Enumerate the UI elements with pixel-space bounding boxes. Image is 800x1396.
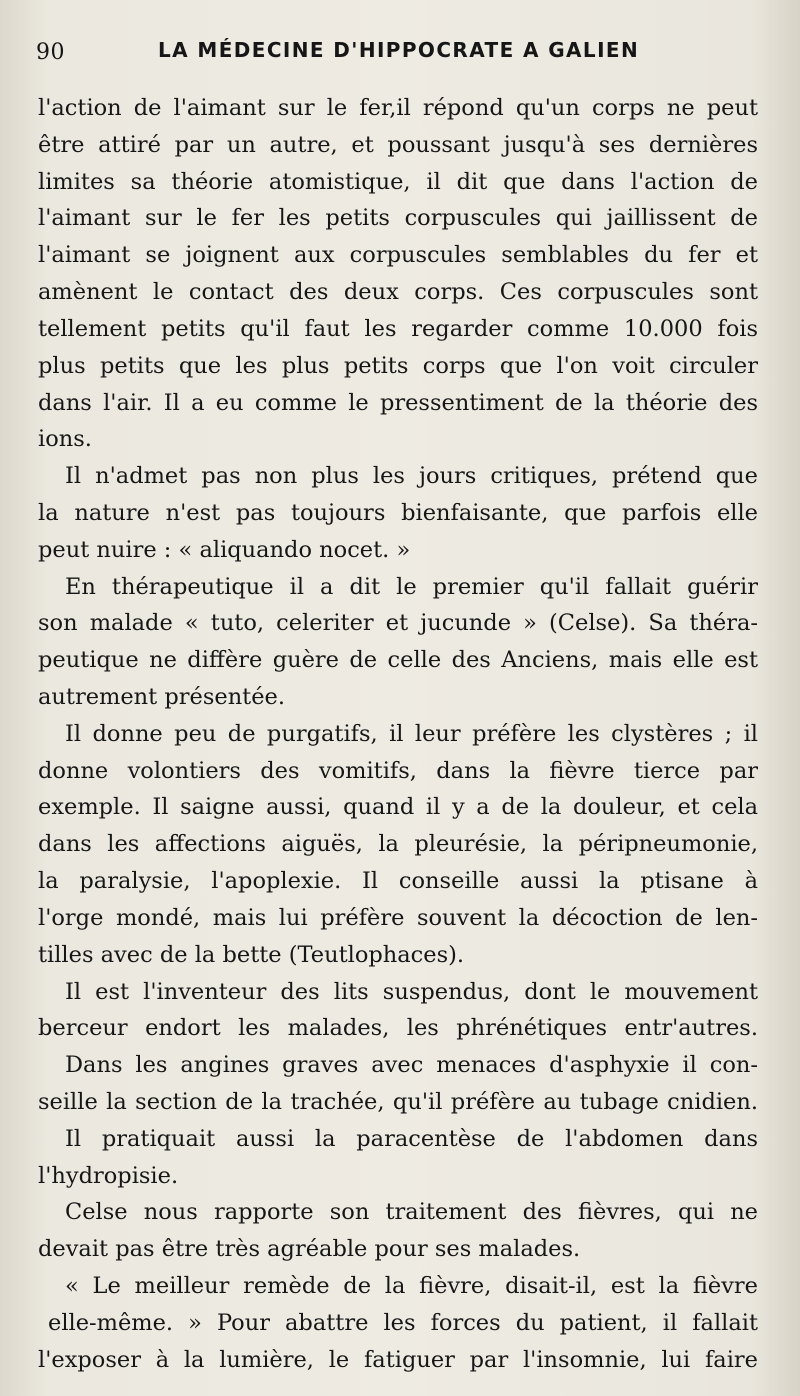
text-line: peutique ne diffère guère de celle des Anciens, mais elle est — [38, 647, 758, 674]
text-line: l'aimant se joignent aux corpuscules semblables du fer et — [38, 242, 758, 269]
text-line: l'aimant sur le fer les petits corpuscules qui jaillissent de — [38, 205, 758, 232]
text-line: tellement petits qu'il faut les regarder comme 10.000 fois — [38, 315, 758, 342]
text-line: l'action de l'aimant sur le fer,il répond qu'un corps ne peut — [38, 95, 758, 121]
text-line: Il pratiquait aussi la paracentèse de l'abdomen dans — [65, 1125, 758, 1152]
text-line: la paralysie, l'apoplexie. Il conseille aussi la ptisane à — [38, 868, 758, 895]
text-line: donne volontiers des vomitifs, dans la fièvre tierce par — [38, 757, 758, 784]
text-line: plus petits que les plus petits corps que l'on voit circuler — [38, 352, 758, 379]
page-header — [36, 36, 756, 66]
text-line: Il donne peu de purgatifs, il leur préfère les clystères ; il — [65, 720, 758, 747]
text-line: l'orge mondé, mais lui préfère souvent la décoction de len- — [38, 904, 758, 931]
text-line: elle-même. » Pour abattre les forces du patient, il fallait — [48, 1309, 758, 1336]
body-text — [38, 90, 758, 1378]
text-line: exemple. Il saigne aussi, quand il y a de la douleur, et cela — [38, 794, 758, 821]
text-line: Dans les angines graves avec menaces d'asphyxie il con- — [65, 1052, 758, 1079]
text-line: devait pas être très agréable pour ses malades. — [38, 1236, 581, 1263]
text-line: son malade « tuto, celeriter et jucunde » (Celse). Sa théra- — [38, 610, 758, 637]
text-line: peut nuire : « aliquando nocet. » — [38, 536, 411, 563]
text-line: dans les affections aiguës, la pleurésie, la péripneumonie, — [38, 831, 758, 858]
text-line: l'hydropisie. — [38, 1162, 179, 1189]
text-line: seille la section de la trachée, qu'il préfère au tubage cnidien. — [38, 1088, 758, 1115]
text-line: En thérapeutique il a dit le premier qu'il fallait guérir — [65, 573, 758, 600]
text-line: « Le meilleur remède de la fièvre, disait-il, est la fièvre — [65, 1273, 758, 1299]
page-number: 90 — [36, 40, 65, 65]
text-line: limites sa théorie atomistique, il dit que dans l'action de — [38, 168, 758, 195]
text-line: Il n'admet pas non plus les jours critiques, prétend que — [65, 463, 758, 490]
text-line: Celse nous rapporte son traitement des fièvres, qui ne — [65, 1199, 758, 1226]
text-line: ions. — [38, 426, 92, 453]
text-line: la nature n'est pas toujours bienfaisante, que parfois elle — [38, 499, 758, 526]
text-line: l'exposer à la lumière, le fatiguer par l'insomnie, lui faire — [38, 1346, 758, 1373]
text-line: Il est l'inventeur des lits suspendus, dont le mouvement — [65, 978, 758, 1005]
running-title: LA MÉDECINE D'HIPPOCRATE A GALIEN — [158, 38, 640, 62]
text-line: dans l'air. Il a eu comme le pressentiment de la théorie des — [38, 389, 758, 416]
text-line: être attiré par un autre, et poussant jusqu'à ses dernières — [38, 131, 758, 158]
text-line: tilles avec de la bette (Teutlophaces). — [38, 941, 465, 968]
text-line: autrement présentée. — [38, 684, 286, 710]
text-line: berceur endort les malades, les phrénétiques entr'autres. — [38, 1015, 758, 1042]
text-line: amènent le contact des deux corps. Ces corpuscules sont — [38, 279, 758, 306]
